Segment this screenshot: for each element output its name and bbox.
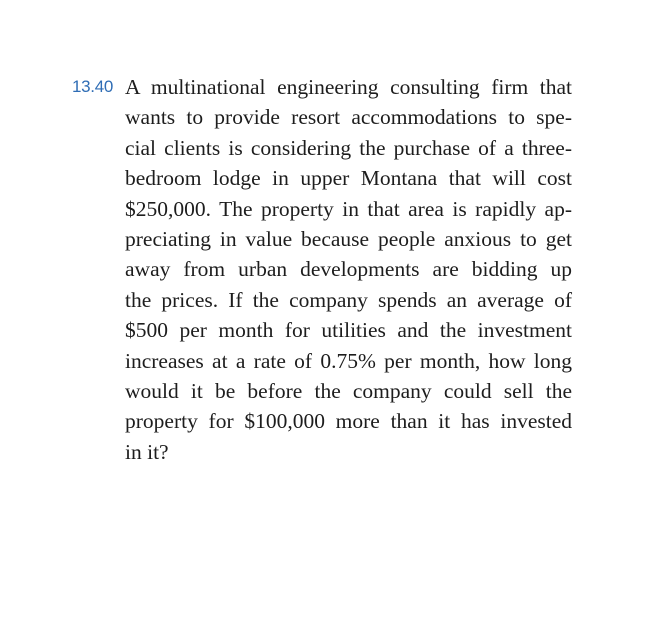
problem-text-line: $250,000. The property in that area is rapidly ap-	[125, 196, 572, 221]
problem-text-line: A multinational engineering consulting firm that	[125, 75, 572, 99]
problem-text-line: $500 per month for utilities and the investment	[125, 318, 572, 343]
problem-text-line: cial clients is considering the purchase of a three-	[125, 135, 572, 160]
problem-text-line: away from urban developments are bidding up	[125, 257, 572, 282]
problem-text-line: increases at a rate of 0.75% per month, how long	[125, 348, 572, 373]
problem-text	[125, 72, 572, 467]
problem-text-line: the prices. If the company spends an average of	[125, 287, 572, 312]
problem-text-line: bedroom lodge in upper Montana that will cost	[125, 166, 572, 191]
problem-text-line: property for $100,000 more than it has invested	[125, 409, 572, 434]
problem-text-line: preciating in value because people anxious to get	[125, 227, 572, 252]
problem-text-line: would it be before the company could sell the	[125, 379, 572, 404]
problem-number: 13.40	[72, 77, 114, 96]
problem-text-line: wants to provide resort accommodations to spe-	[125, 105, 572, 130]
problem-text-line: in it?	[125, 439, 169, 464]
